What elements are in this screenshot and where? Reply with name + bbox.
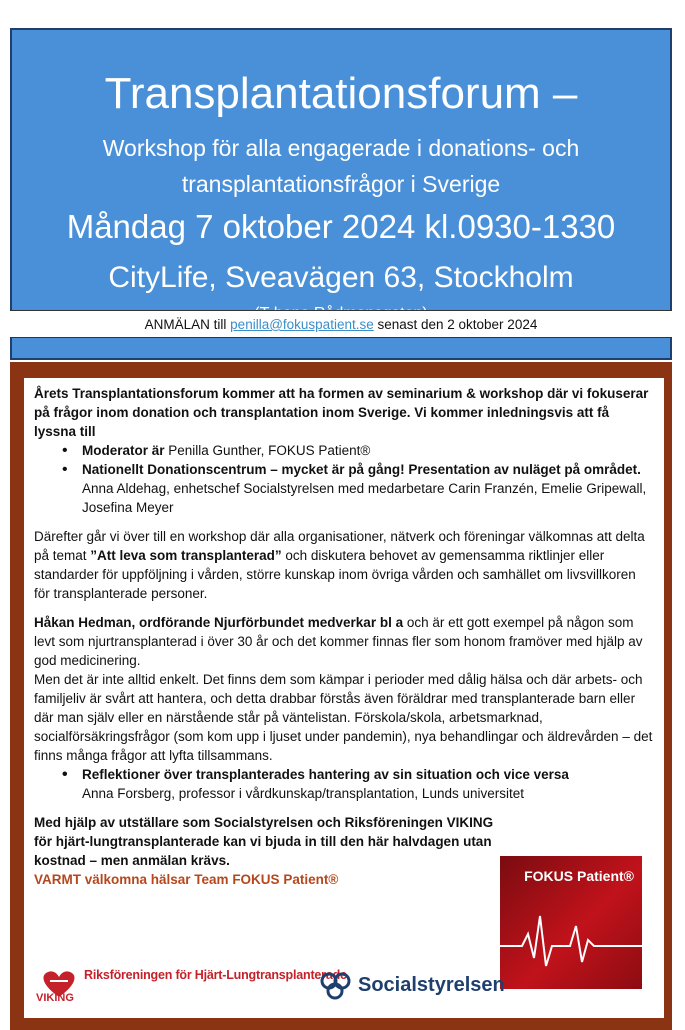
reflection-list	[62, 765, 654, 784]
reflection-speaker: Anna Forsberg, professor i vårdkunskap/transplantation, Lunds universitet	[82, 786, 524, 801]
event-place: CityLife, Sveavägen 63, Stockholm	[108, 261, 574, 294]
registration-suffix: senast den 2 oktober 2024	[373, 317, 538, 332]
greeting-text: VARMT välkomna hälsar Team FOKUS Patient®	[34, 872, 339, 887]
subtitle-line-2: transplantationsfrågor i Sverige	[181, 171, 501, 197]
page-title: Transplantationsforum –	[104, 69, 578, 118]
hakan-text: och är ett gott exempel på någon som levt som njurtransplanterad i över 30 år och det kommer finnas fler som honom framöver med hjälp av god medicinering.	[34, 615, 643, 668]
list-item-bold: Moderator är	[82, 443, 165, 458]
riks-wordmark: Riksföreningen för Hjärt-Lungtransplanterade	[84, 968, 347, 982]
list-item: • Reflektioner över transplanterades hantering av sin situation och vice versa	[62, 765, 654, 784]
list-item	[62, 460, 654, 479]
subtitle	[32, 130, 650, 202]
workshop-text-2: och diskutera behovet av gemensamma riktlinjer eller standarder för uppföljning i vården, större kunskap inom övriga vården och samhället om livsvillkoren för transplanterade personer.	[34, 548, 636, 601]
workshop-text-1: Därefter går vi över till en workshop där alla organisationer, nätverk och föreningar välkomnas att delta på temat	[34, 529, 645, 563]
intro-paragraph: Årets Transplantationsforum kommer att ha formen av seminarium & workshop där vi fokuserar på frågor inom donation och transplantation inom Sverige. Vi kommer inledningsvis att få lyssna till	[34, 386, 649, 439]
closing-block	[34, 813, 494, 889]
speakers-text: Anna Aldehag, enhetschef Socialstyrelsen med medarbetare Carin Franzén, Emelie Gripewall, Josefina Meyer	[82, 481, 647, 515]
program-list	[62, 441, 654, 479]
socialstyrelsen-wordmark: Socialstyrelsen	[358, 974, 505, 996]
workshop-theme: ”Att leva som transplanterad”	[90, 548, 282, 563]
event-date: Måndag 7 oktober 2024 kl.0930-1330	[66, 208, 616, 245]
heartbeat-icon	[500, 896, 642, 976]
hakan-bold: Håkan Hedman, ordförande Njurförbundet medverkar bl a	[34, 615, 404, 630]
list-item-text: Penilla Gunther, FOKUS Patient®	[164, 443, 371, 458]
list-item-bold: Nationellt Donationscentrum – mycket är på gång! Presentation av nuläget på området.	[82, 462, 641, 477]
registration-email-link[interactable]: penilla@fokuspatient.se	[230, 317, 374, 332]
fokus-patient-logo	[500, 856, 642, 989]
closing-paragraph: Med hjälp av utställare som Socialstyrelsen och Riksföreningen VIKING för hjärt-lungtransplanterade kan vi bjuda in till den här halvdagen utan kostnad – men anmälan krävs.	[34, 815, 494, 868]
hakan-paragraph	[34, 613, 654, 670]
fokus-label: FOKUS Patient®	[524, 868, 634, 884]
struggle-paragraph: Men det är inte alltid enkelt. Det finns dem som kämpar i perioder med dålig hälsa och där arbets- och familjeliv är svårt att hantera, och detta drabbar förstås även föräldrar med transplanterade barn eller där man själv eller en närstående står på väntelistan. Förskola/skola, arbetsmarknad, socialförsäkringsfrågor (som kom upp i ljuset under pandemin), nya behandlingar och äldrevården – det finns många frågor att lyfta tillsammans.	[34, 672, 653, 763]
list-item	[62, 441, 654, 460]
subtitle-line-1: Workshop för alla engagerade i donations- och	[102, 135, 580, 161]
viking-wordmark: VIKING	[36, 992, 74, 1004]
registration-prefix: ANMÄLAN till	[144, 317, 231, 332]
partner-logos	[34, 960, 504, 1010]
socialstyrelsen-emblem-icon	[318, 970, 354, 1000]
workshop-paragraph	[34, 527, 654, 603]
registration-bar	[10, 310, 672, 338]
